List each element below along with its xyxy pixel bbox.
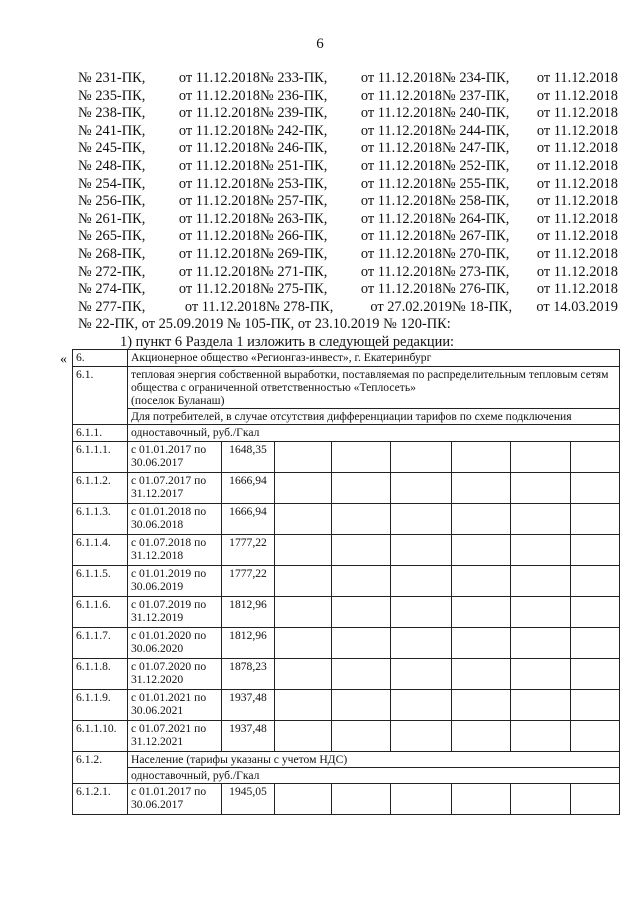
tariff-period: с 01.01.2017 по 30.06.2017 <box>128 442 222 473</box>
resolution-date: от 11.12.2018 <box>178 175 260 192</box>
tariff-row <box>73 473 620 504</box>
resolution-number: № 258-ПК, <box>442 193 510 210</box>
onepart-row <box>73 425 620 442</box>
empty-cell <box>452 721 511 752</box>
resolution-number: № 266-ПК, <box>260 228 328 245</box>
empty-cell <box>511 504 571 535</box>
tariff-value: 1648,35 <box>222 442 275 473</box>
resolution-number: № 276-ПК, <box>442 281 510 298</box>
row-code: 6.1.2. <box>73 752 128 784</box>
empty-cell <box>511 721 571 752</box>
population-onepart-row <box>73 768 620 784</box>
tariff-period: с 01.01.2017 по 30.06.2017 <box>128 784 222 815</box>
reference-row <box>78 88 618 106</box>
reference-row <box>78 211 618 229</box>
empty-cell <box>571 690 620 721</box>
row-code: 6.1.2.1. <box>73 784 128 815</box>
resolution-date: от 11.12.2018 <box>536 245 618 262</box>
resolution-number: № 269-ПК, <box>260 245 328 262</box>
empty-cell <box>332 504 391 535</box>
resolution-number: № 272-ПК, <box>78 263 146 280</box>
tariff-row <box>73 690 620 721</box>
empty-cell <box>391 504 452 535</box>
tariff-row <box>73 535 620 566</box>
resolution-date: от 11.12.2018 <box>178 105 260 122</box>
empty-cell <box>571 473 620 504</box>
empty-cell <box>571 566 620 597</box>
resolution-date: от 11.12.2018 <box>536 175 618 192</box>
resolution-number: № 264-ПК, <box>442 210 510 227</box>
resolution-date: от 11.12.2018 <box>178 210 260 227</box>
resolution-date: от 11.12.2018 <box>536 87 618 104</box>
resolution-number: № 241-ПК, <box>78 122 146 139</box>
resolution-date: от 11.12.2018 <box>360 228 442 245</box>
section-location: (поселок Буланаш) <box>131 394 225 407</box>
empty-cell <box>391 473 452 504</box>
resolution-date: от 11.12.2018 <box>536 122 618 139</box>
tariff-period: с 01.07.2019 по 31.12.2019 <box>128 597 222 628</box>
empty-cell <box>332 628 391 659</box>
tariff-value: 1666,94 <box>222 504 275 535</box>
empty-cell <box>511 535 571 566</box>
resolution-date: от 11.12.2018 <box>360 263 442 280</box>
resolution-date: от 11.12.2018 <box>360 193 442 210</box>
resolution-date: от 11.12.2018 <box>178 228 260 245</box>
page-number: 6 <box>316 36 324 52</box>
empty-cell <box>275 628 332 659</box>
empty-cell <box>571 442 620 473</box>
empty-cell <box>332 473 391 504</box>
reference-row <box>78 193 618 211</box>
empty-cell <box>332 784 391 815</box>
org-row <box>73 350 620 367</box>
resolution-date: от 11.12.2018 <box>178 70 260 86</box>
resolution-date: от 11.12.2018 <box>536 140 618 157</box>
empty-cell <box>332 566 391 597</box>
empty-cell <box>511 784 571 815</box>
empty-cell <box>452 442 511 473</box>
row-code: 6.1.1.5. <box>73 566 128 597</box>
resolution-number: № 275-ПК, <box>260 281 328 298</box>
resolution-date: от 11.12.2018 <box>184 298 266 315</box>
row-code: 6.1.1.7. <box>73 628 128 659</box>
tariff-row <box>73 784 620 815</box>
resolution-number: № 247-ПК, <box>442 140 510 157</box>
empty-cell <box>511 597 571 628</box>
empty-cell <box>275 659 332 690</box>
resolution-number: № 265-ПК, <box>78 228 146 245</box>
resolution-number: № 251-ПК, <box>260 157 328 174</box>
resolution-date: от 11.12.2018 <box>178 87 260 104</box>
resolution-number: № 235-ПК, <box>78 87 146 104</box>
empty-cell <box>275 784 332 815</box>
resolution-number: № 239-ПК, <box>260 105 328 122</box>
resolution-date: от 14.03.2019 <box>536 298 618 315</box>
resolution-date: от 11.12.2018 <box>360 105 442 122</box>
resolution-number: № 252-ПК, <box>442 157 510 174</box>
tariff-table <box>72 349 620 815</box>
row-code: 6. <box>73 350 128 367</box>
empty-cell <box>275 566 332 597</box>
empty-cell <box>452 659 511 690</box>
reference-row <box>78 140 618 158</box>
empty-cell <box>452 504 511 535</box>
reference-rows <box>78 70 618 316</box>
consumers-description: Для потребителей, в случае отсутствия дифференциации тарифов по схеме подключения <box>128 409 620 425</box>
empty-cell <box>332 659 391 690</box>
reference-row <box>78 228 618 246</box>
resolution-number: № 257-ПК, <box>260 193 328 210</box>
empty-cell <box>511 473 571 504</box>
tariff-row <box>73 566 620 597</box>
resolution-date: от 11.12.2018 <box>536 157 618 174</box>
empty-cell <box>332 721 391 752</box>
resolution-date: от 11.12.2018 <box>360 245 442 262</box>
reference-row <box>78 264 618 282</box>
empty-cell <box>391 442 452 473</box>
resolution-number: № 263-ПК, <box>260 210 328 227</box>
empty-cell <box>452 473 511 504</box>
row-code: 6.1.1.4. <box>73 535 128 566</box>
tariff-row <box>73 442 620 473</box>
tariff-value: 1937,48 <box>222 721 275 752</box>
empty-cell <box>275 597 332 628</box>
resolution-date: от 11.12.2018 <box>178 122 260 139</box>
tariff-period: с 01.01.2019 по 30.06.2019 <box>128 566 222 597</box>
resolution-number: № 233-ПК, <box>260 70 328 86</box>
empty-cell <box>511 659 571 690</box>
resolution-date: от 11.12.2018 <box>178 157 260 174</box>
empty-cell <box>332 690 391 721</box>
resolution-date: от 11.12.2018 <box>178 140 260 157</box>
reference-row <box>78 281 618 299</box>
resolution-number: № 277-ПК, <box>78 298 146 315</box>
resolution-number: № 238-ПК, <box>78 105 146 122</box>
tariff-value: 1945,05 <box>222 784 275 815</box>
empty-cell <box>275 690 332 721</box>
resolution-date: от 11.12.2018 <box>360 210 442 227</box>
onepart-label: одноставочный, руб./Гкал <box>128 425 620 442</box>
empty-cell <box>332 597 391 628</box>
row-code: 6.1.1. <box>73 425 128 442</box>
amendment-item: 1) пункт 6 Раздела 1 изложить в следующей редакции: <box>120 333 455 350</box>
resolution-date: от 11.12.2018 <box>178 193 260 210</box>
tariff-period: с 01.07.2017 по 31.12.2017 <box>128 473 222 504</box>
row-code: 6.1.1.6. <box>73 597 128 628</box>
empty-cell <box>391 535 452 566</box>
resolution-number: № 253-ПК, <box>260 175 328 192</box>
resolution-number: № 18-ПК, <box>452 298 513 315</box>
resolution-number: № 255-ПК, <box>442 175 510 192</box>
resolution-number: № 271-ПК, <box>260 263 328 280</box>
resolution-number: № 278-ПК, <box>266 298 334 315</box>
empty-cell <box>571 504 620 535</box>
empty-cell <box>511 628 571 659</box>
tariff-period: с 01.01.2018 по 30.06.2018 <box>128 504 222 535</box>
empty-cell <box>452 597 511 628</box>
resolution-number: № 245-ПК, <box>78 140 146 157</box>
empty-cell <box>452 535 511 566</box>
tariff-row <box>73 659 620 690</box>
reference-row <box>78 105 618 123</box>
empty-cell <box>571 535 620 566</box>
tariff-row <box>73 504 620 535</box>
empty-cell <box>452 784 511 815</box>
empty-cell <box>275 721 332 752</box>
row-code: 6.1.1.9. <box>73 690 128 721</box>
resolution-number: № 256-ПК, <box>78 193 146 210</box>
resolution-date: от 11.12.2018 <box>360 87 442 104</box>
resolution-number: № 240-ПК, <box>442 105 510 122</box>
resolution-date: от 11.12.2018 <box>536 105 618 122</box>
tariff-period: с 01.01.2021 по 30.06.2021 <box>128 690 222 721</box>
resolution-date: от 11.12.2018 <box>360 157 442 174</box>
empty-cell <box>332 442 391 473</box>
opening-quote: « <box>60 352 67 367</box>
tariff-value: 1777,22 <box>222 535 275 566</box>
resolution-date: от 11.12.2018 <box>178 263 260 280</box>
reference-row <box>78 299 618 317</box>
section-row <box>73 367 620 409</box>
empty-cell <box>452 566 511 597</box>
resolution-number: № 234-ПК, <box>442 70 510 86</box>
section-description <box>128 367 620 409</box>
empty-cell <box>275 504 332 535</box>
resolution-number: № 246-ПК, <box>260 140 328 157</box>
references-tail: № 22-ПК, от 25.09.2019 № 105-ПК, от 23.10.2019 № 120-ПК: <box>78 316 451 333</box>
resolution-date: от 11.12.2018 <box>536 228 618 245</box>
tariff-value: 1878,23 <box>222 659 275 690</box>
resolution-date: от 11.12.2018 <box>536 281 618 298</box>
resolution-date: от 11.12.2018 <box>360 70 442 86</box>
row-code: 6.1.1.3. <box>73 504 128 535</box>
resolution-number: № 268-ПК, <box>78 245 146 262</box>
tariff-value: 1937,48 <box>222 690 275 721</box>
empty-cell <box>275 442 332 473</box>
resolution-date: от 11.12.2018 <box>360 140 442 157</box>
empty-cell <box>452 628 511 659</box>
reference-row <box>78 176 618 194</box>
resolution-number: № 261-ПК, <box>78 210 146 227</box>
resolution-date: от 11.12.2018 <box>536 210 618 227</box>
reference-row <box>78 246 618 264</box>
empty-cell <box>571 659 620 690</box>
org-name: Акционерное общество «Регионгаз-инвест», г. Екатеринбург <box>128 350 620 367</box>
resolution-date: от 11.12.2018 <box>360 122 442 139</box>
empty-cell <box>391 784 452 815</box>
resolution-references <box>78 70 618 352</box>
tariff-row <box>73 597 620 628</box>
empty-cell <box>275 473 332 504</box>
section-text: тепловая энергия собственной выработки, поставляемая по распределительным тепловым сетям общества с ограниченной ответственностью «Теплосеть» <box>131 368 609 394</box>
reference-row <box>78 70 618 88</box>
resolution-number: № 236-ПК, <box>260 87 328 104</box>
tariff-value: 1777,22 <box>222 566 275 597</box>
resolution-date: от 11.12.2018 <box>536 193 618 210</box>
empty-cell <box>571 721 620 752</box>
resolution-number: № 244-ПК, <box>442 122 510 139</box>
resolution-number: № 274-ПК, <box>78 281 146 298</box>
empty-cell <box>571 784 620 815</box>
tariff-period: с 01.07.2018 по 31.12.2018 <box>128 535 222 566</box>
row-code: 6.1.1.1. <box>73 442 128 473</box>
resolution-number: № 273-ПК, <box>442 263 510 280</box>
row-code: 6.1. <box>73 367 128 425</box>
resolution-number: № 242-ПК, <box>260 122 328 139</box>
resolution-number: № 267-ПК, <box>442 228 510 245</box>
tariff-row <box>73 628 620 659</box>
resolution-number: № 270-ПК, <box>442 245 510 262</box>
empty-cell <box>391 597 452 628</box>
resolution-date: от 11.12.2018 <box>360 281 442 298</box>
empty-cell <box>511 690 571 721</box>
resolution-date: от 27.02.2019 <box>370 298 452 315</box>
population-row <box>73 752 620 768</box>
empty-cell <box>511 566 571 597</box>
resolution-date: от 11.12.2018 <box>536 263 618 280</box>
reference-row <box>78 158 618 176</box>
population-label: Население (тарифы указаны с учетом НДС) <box>128 752 620 768</box>
population-onepart-label: одноставочный, руб./Гкал <box>128 768 620 784</box>
resolution-date: от 11.12.2018 <box>178 281 260 298</box>
empty-cell <box>511 442 571 473</box>
empty-cell <box>391 628 452 659</box>
tariff-value: 1812,96 <box>222 597 275 628</box>
tariff-period: с 01.07.2021 по 31.12.2021 <box>128 721 222 752</box>
empty-cell <box>571 628 620 659</box>
tariff-value: 1812,96 <box>222 628 275 659</box>
resolution-number: № 248-ПК, <box>78 157 146 174</box>
empty-cell <box>275 535 332 566</box>
tariff-value: 1666,94 <box>222 473 275 504</box>
tariff-period: с 01.07.2020 по 31.12.2020 <box>128 659 222 690</box>
reference-row <box>78 123 618 141</box>
empty-cell <box>391 690 452 721</box>
empty-cell <box>391 659 452 690</box>
empty-cell <box>571 597 620 628</box>
empty-cell <box>391 721 452 752</box>
resolution-number: № 231-ПК, <box>78 70 146 86</box>
empty-cell <box>391 566 452 597</box>
row-code: 6.1.1.2. <box>73 473 128 504</box>
resolution-number: № 254-ПК, <box>78 175 146 192</box>
resolution-date: от 11.12.2018 <box>360 175 442 192</box>
row-code: 6.1.1.10. <box>73 721 128 752</box>
resolution-number: № 237-ПК, <box>442 87 510 104</box>
resolution-date: от 11.12.2018 <box>536 70 618 86</box>
resolution-date: от 11.12.2018 <box>178 245 260 262</box>
tariff-period: с 01.01.2020 по 30.06.2020 <box>128 628 222 659</box>
tariff-row <box>73 721 620 752</box>
empty-cell <box>452 690 511 721</box>
empty-cell <box>332 535 391 566</box>
consumers-row <box>73 409 620 425</box>
row-code: 6.1.1.8. <box>73 659 128 690</box>
